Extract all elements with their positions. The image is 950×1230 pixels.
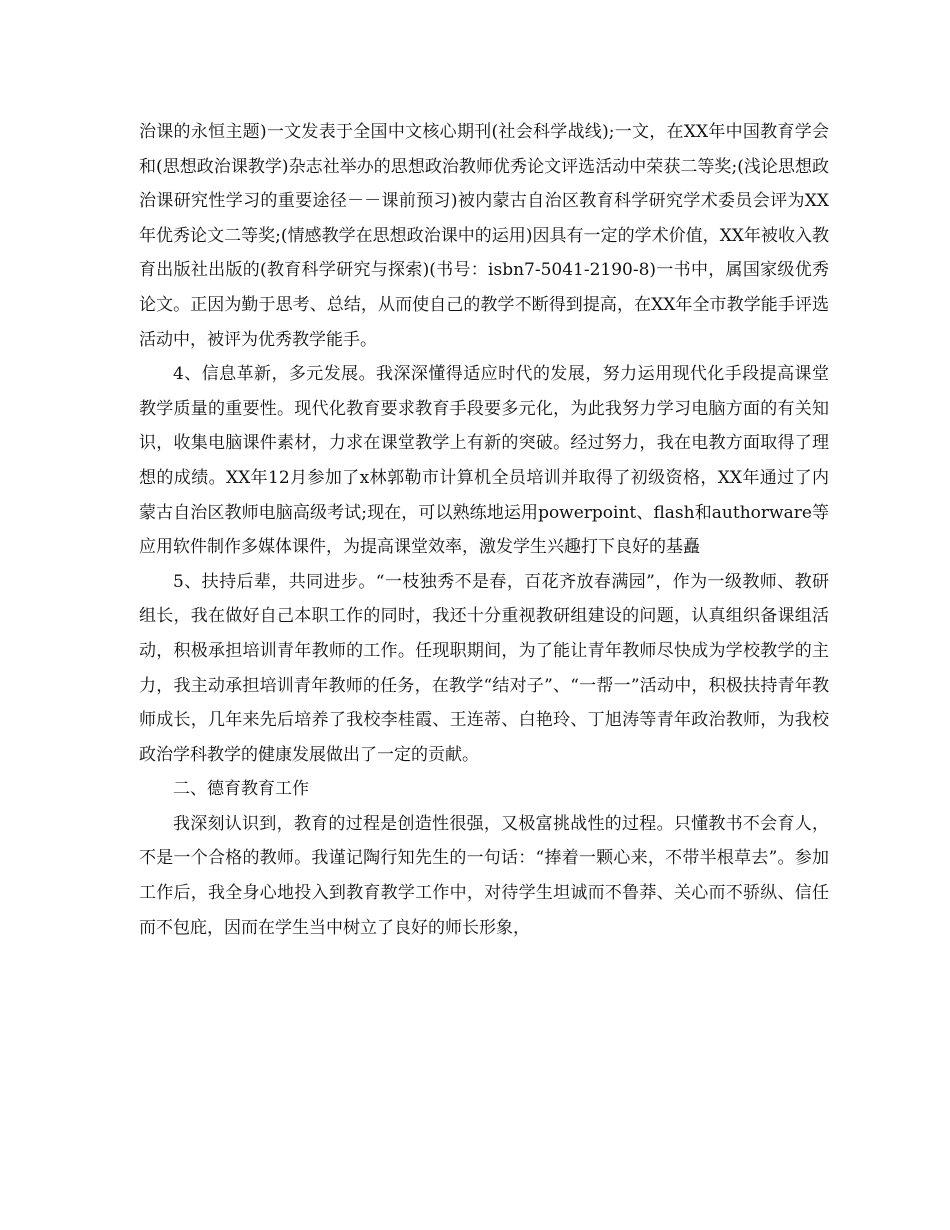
paragraph-moral-education: 我深刻认识到，教育的过程是创造性很强，又极富挑战性的过程。只懂教书不会育人，不是一个合格的教师。我谨记陶行知先生的一句话：“捧着一颗心来，不带半根草去”。参加工作后，我全身心地投入到教育教学工作中，对待学生坦诚而不鲁莽、关心而不骄纵、信任而不包庇，因而在学生当中树立了良好的师长形象， xyxy=(139,813,829,938)
paragraph-papers-and-awards: 治课的永恒主题)一文发表于全国中文核心期刊(社会科学战线);一文，在XX年中国教育学会和(思想政治课教学)杂志社举办的思想政治教师优秀论文评选活动中荣获二等奖;(浅论思想政治课研究性学习的重要途径－－课前预习)被内蒙古自治区教育科学研究学术委员会评为XX年优秀论文二等奖;(情感教学在思想政治课中的运用)因具有一定的学术价值，XX年被收入教育出版社出版的(教育科学研究与探索)(书号：isbn7-5041-2190-8)一书中，属国家级优秀论文。正因为勤于思考、总结，从而使自己的教学不断得到提高，在XX年全市教学能手评选活动中，被评为优秀教学能手。 xyxy=(139,122,829,350)
section-heading-moral-education: 二、德育教育工作 xyxy=(173,779,309,800)
paragraph-information-innovation: 4、信息革新，多元发展。我深深懂得适应时代的发展，努力运用现代化手段提高课堂教学质量的重要性。现代化教育要求教育手段要多元化，为此我努力学习电脑方面的有关知识，收集电脑课件素材，力求在课堂教学上有新的突破。经过努力，我在电教方面取得了理想的成绩。XX年12月参加了x林郭勒市计算机全员培训并取得了初级资格，XX年通过了内蒙古自治区教师电脑高级考试;现在，可以熟练地运用powerpoint、flash和authorware等应用软件制作多媒体课件，为提高课堂效率，激发学生兴趣打下良好的基矗 xyxy=(139,364,829,558)
document-body xyxy=(139,115,829,945)
paragraph-mentoring-young-teachers: 5、扶持后辈，共同进步。“一枝独秀不是春，百花齐放春满园”，作为一级教师、教研组长，我在做好自己本职工作的同时，我还十分重视教研组建设的问题，认真组织备课组活动，积极承担培训青年教师的工作。任现职期间，为了能让青年教师尽快成为学校教学的主力，我主动承担培训青年教师的任务，在教学“结对子”、“一帮一”活动中，积极扶持青年教师成长，几年来先后培养了我校李桂霞、王连蒂、白艳玲、丁旭涛等青年政治教师，为我校政治学科教学的健康发展做出了一定的贡献。 xyxy=(139,571,829,765)
